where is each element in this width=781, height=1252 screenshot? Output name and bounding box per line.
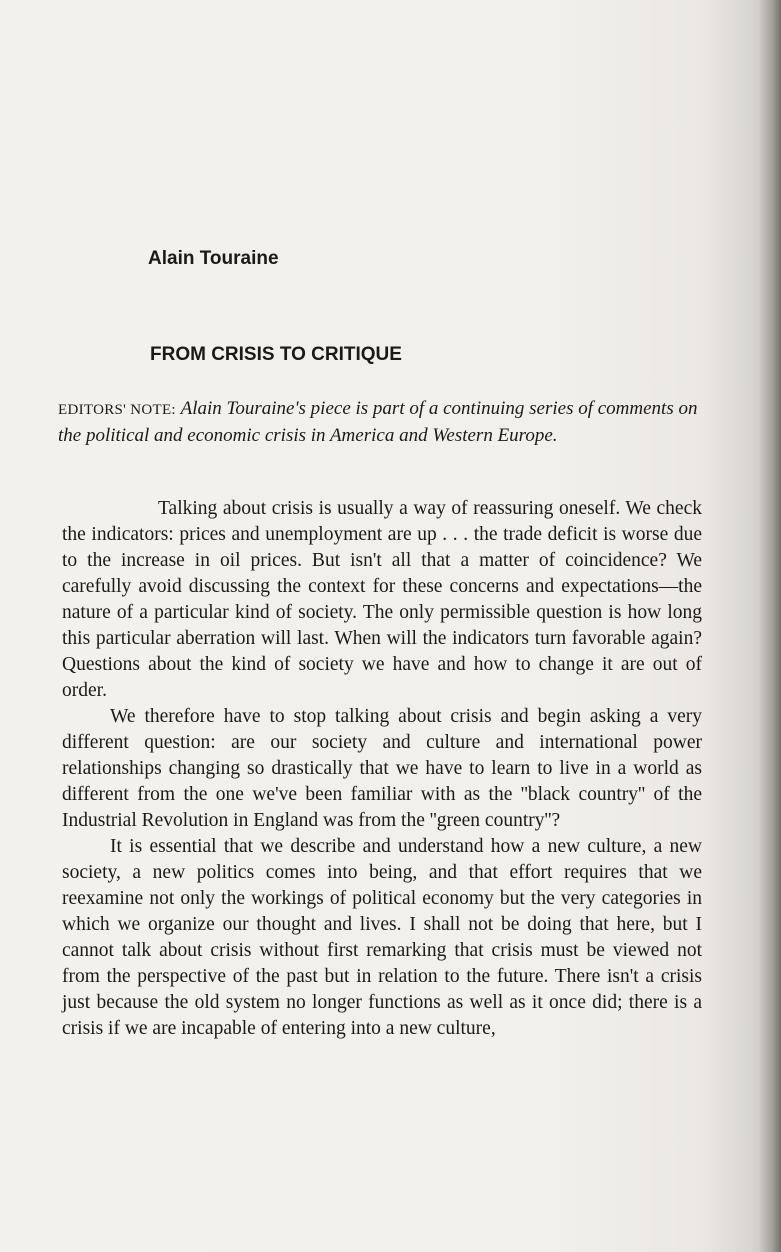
editors-note-label: EDITORS' NOTE: [58, 402, 176, 418]
editors-note [58, 396, 700, 449]
body-paragraph: We therefore have to stop talking about crisis and begin asking a very different question: are our society and culture and international power relationships changing so drastically that we have to learn to live in a world as different from the one we've been familiar with as the ''black country'' of the Industrial Revolution in England was from the ''green country''? [62, 706, 702, 831]
body-paragraph: It is essential that we describe and understand how a new culture, a new society, a new politics comes into being, and that effort requires that we reexamine not only the workings of political economy but the very categories in which we organize our thought and lives. I shall not be doing that here, but I cannot talk about crisis without first remarking that crisis must be viewed not from the perspective of the past but in relation to the future. There isn't a crisis just because the old system no longer functions as well as it once did; there is a crisis if we are incapable of entering into a new culture, [62, 836, 702, 1039]
book-spine-shadow [759, 0, 781, 1252]
article-body [62, 496, 702, 1042]
editors-note-text: Alain Touraine's piece is part of a continuing series of comments on the political and economic crisis in America and Western Europe. [58, 398, 698, 446]
author-name: Alain Touraine [148, 248, 279, 269]
article-title: FROM CRISIS TO CRITIQUE [150, 344, 402, 365]
body-paragraph: Talking about crisis is usually a way of reassuring oneself. We check the indicators: prices and unemployment are up . . . the trade deficit is worse due to the increase in oil prices. But isn't all that a matter of coincidence? We carefully avoid discussing the context for these concerns and expectations—the nature of a particular kind of society. The only permissible question is how long this particular aberration will last. When will the indicators turn favorable again? Questions about the kind of society we have and how to change it are out of order. [62, 498, 702, 701]
